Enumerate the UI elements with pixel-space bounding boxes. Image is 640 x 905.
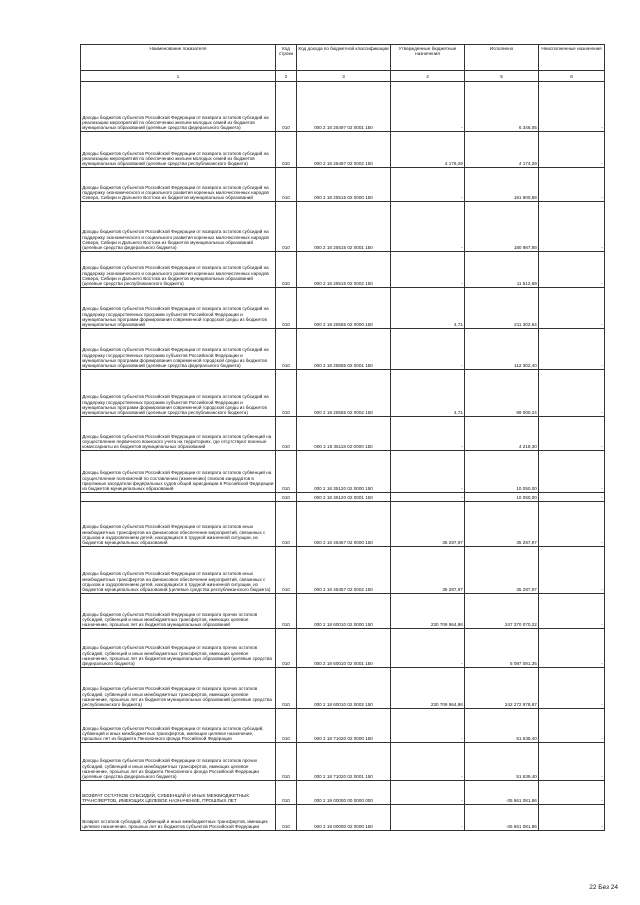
row-approved: - [391, 629, 465, 668]
row-approved: - [391, 781, 465, 805]
row-income-code: 000 2 18 25515 02 0000 150 [297, 168, 391, 202]
row-approved: - [391, 82, 465, 132]
table-row [81, 629, 605, 668]
row-approved: - [391, 202, 465, 252]
row-remaining: - [539, 202, 605, 252]
row-executed: -35 661 081,86 [465, 781, 539, 805]
row-remaining: - [539, 417, 605, 451]
row-line-code: 010 [276, 709, 297, 743]
row-line-code: 010 [276, 781, 297, 805]
table-row [81, 805, 605, 831]
row-line-code: 010 [276, 493, 297, 502]
table-row [81, 132, 605, 168]
row-executed: 242 272 978,87 [465, 668, 539, 709]
row-remaining: - [539, 329, 605, 370]
row-line-code: 010 [276, 329, 297, 370]
row-executed: 4 218,30 [465, 417, 539, 451]
row-income-code: 000 2 18 45457 02 0000 150 [297, 502, 391, 547]
row-income-code: 000 2 19 00000 00 0000 000 [297, 781, 391, 805]
row-approved: 35 287,97 [391, 547, 465, 594]
row-approved: - [391, 252, 465, 288]
row-remaining: - [539, 82, 605, 132]
row-name: Возврат остатков субсидий, субвенций и иных межбюджетных трансфертов, имеющих целевое назначение, прошлых лет из бюджетов субъектов Российской Федерации [81, 805, 276, 831]
row-line-code: 010 [276, 370, 297, 417]
row-remaining: - [539, 629, 605, 668]
row-executed: 35 287,97 [465, 547, 539, 594]
row-income-code: 000 2 18 60010 02 0002 150 [297, 668, 391, 709]
row-approved: 4,71 [391, 288, 465, 329]
row-executed: 10 050,00 [465, 493, 539, 502]
row-remaining: - [539, 547, 605, 594]
row-approved: 35 287,97 [391, 502, 465, 547]
budget-report-table [80, 44, 605, 831]
row-income-code: 000 2 18 35120 02 0001 150 [297, 493, 391, 502]
row-name [81, 493, 276, 502]
row-income-code: 000 2 18 25515 02 0002 150 [297, 252, 391, 288]
row-line-code: 010 [276, 168, 297, 202]
row-name: Доходы бюджетов субъектов Российской Федерации от возврата остатков субсидий на поддержку государственных программ субъектов Российской Федерации и муниципальных программ формирования современной городской среды из бюджетов муниципальных образований [81, 288, 276, 329]
row-name: Доходы бюджетов субъектов Российской Федерации от возврата остатков иных межбюджетных трансфертов на финансовое обеспечение мероприятий, связанных с отдыхом и оздоровлением детей, находящихся в трудной жизненной ситуации, из бюджетов муниципальных образований [81, 502, 276, 547]
row-line-code: 010 [276, 417, 297, 451]
row-name: Доходы бюджетов субъектов Российской Федерации от возврата остатков субсидий на поддержку государственных программ субъектов Российской Федерации и муниципальных программ формирования современной городской среды из бюджетов муниципальных образований (целевые средства федерального бюджета) [81, 329, 276, 370]
row-line-code: 010 [276, 202, 297, 252]
row-remaining: - [539, 252, 605, 288]
row-name: Доходы бюджетов субъектов Российской Федерации от возврата остатков субсидий на реализацию мероприятий по обеспечению жильем молодых семей из бюджетов муниципальных образований (целевые средства федерального бюджета) [81, 82, 276, 132]
table-row [81, 288, 605, 329]
header-income-code: Код дохода по бюджетной классификации [297, 45, 391, 71]
column-number-row [81, 71, 605, 82]
row-name: Доходы бюджетов субъектов Российской Федерации от возврата остатков субсидий, субвенций и иных межбюджетных трансфертов, имеющих целевое назначение, прошлых лет из бюджета Пенсионного фонда Российской Федерации [81, 709, 276, 743]
row-name: Доходы бюджетов субъектов Российской Федерации от возврата прочих остатков субсидий, субвенций и иных межбюджетных трансфертов, имеющих целевое назначение, прошлых лет из бюджетов муниципальных образований [81, 594, 276, 629]
row-approved: - [391, 805, 465, 831]
row-approved: - [391, 417, 465, 451]
row-name: Доходы бюджетов субъектов Российской Федерации от возврата остатков субсидий на поддержку государственных программ субъектов Российской Федерации и муниципальных программ формирования современной городской среды из бюджетов муниципальных образований (целевые средства республиканского бюджета) [81, 370, 276, 417]
table-row [81, 451, 605, 493]
column-number: 5 [465, 71, 539, 82]
row-line-code: 010 [276, 502, 297, 547]
row-executed: 99 000,24 [465, 370, 539, 417]
row-income-code: 000 2 18 25555 02 0002 150 [297, 370, 391, 417]
row-line-code: 010 [276, 743, 297, 781]
row-executed: 35 287,97 [465, 502, 539, 547]
row-name: Доходы бюджетов субъектов Российской Федерации от возврата остатков субсидий на поддержку экономического и социального развития коренных малочисленных народов Севера, Сибири и Дальнего Востока из бюджетов муниципальных образований (целевые средства республиканского бюджета) [81, 252, 276, 288]
row-line-code: 010 [276, 668, 297, 709]
row-line-code: 010 [276, 805, 297, 831]
row-line-code: 010 [276, 451, 297, 493]
row-remaining: - [539, 502, 605, 547]
table-row [81, 329, 605, 370]
page-number: 22 Без 24 [589, 884, 618, 891]
header-name: Наименование показателя [81, 45, 276, 71]
row-executed: 4 174,29 [465, 132, 539, 168]
row-approved: - [391, 451, 465, 493]
row-name: Доходы бюджетов субъектов Российской Федерации от возврата остатков иных межбюджетных трансфертов на финансовое обеспечение мероприятий, связанных с отдыхом и оздоровлением детей, находящихся в трудной жизненной ситуации, из бюджетов муниципальных образований (целевые средства республиканского бюджета) [81, 547, 276, 594]
row-name: Доходы бюджетов субъектов Российской Федерации от возврата остатков субсидий на поддержку экономического и социального развития коренных малочисленных народов Севера, Сибири и Дальнего Востока из бюджетов муниципальных образований [81, 168, 276, 202]
row-approved: - [391, 329, 465, 370]
table-row [81, 168, 605, 202]
row-name: Доходы бюджетов субъектов Российской Федерации от возврата прочих остатков субсидий, субвенций и иных межбюджетных трансфертов, имеющих целевое назначение, прошлых лет из бюджетов муниципальных образований (целевые средства федерального бюджета) [81, 629, 276, 668]
table-body [81, 82, 605, 831]
row-executed: 11 512,69 [465, 252, 539, 288]
row-remaining: - [539, 709, 605, 743]
table-row [81, 252, 605, 288]
column-number: 6 [539, 71, 605, 82]
header-executed: Исполнено [465, 45, 539, 71]
row-remaining: - [539, 451, 605, 493]
table-row [81, 370, 605, 417]
row-name: Доходы бюджетов субъектов Российской Федерации от возврата остатков прочих субсидий, субвенций и иных межбюджетных трансфертов, имеющих целевое назначение, прошлых лет из бюджета Пенсионного фонда Российской Федерации (целевые средства федерального бюджета) [81, 743, 276, 781]
row-executed: -35 661 081,86 [465, 805, 539, 831]
row-remaining: - [539, 493, 605, 502]
row-approved: - [391, 709, 465, 743]
table-row [81, 743, 605, 781]
row-approved: - [391, 743, 465, 781]
row-approved: - [391, 168, 465, 202]
row-approved: 230 709 964,86 [391, 594, 465, 629]
table-row [81, 202, 605, 252]
row-income-code: 000 2 18 71020 02 0001 150 [297, 743, 391, 781]
column-number: 2 [276, 71, 297, 82]
table-row [81, 502, 605, 547]
row-remaining: - [539, 805, 605, 831]
row-line-code: 010 [276, 629, 297, 668]
row-line-code: 010 [276, 547, 297, 594]
row-income-code: 000 2 18 35120 02 0000 150 [297, 451, 391, 493]
row-line-code: 010 [276, 252, 297, 288]
row-executed: 180 987,89 [465, 202, 539, 252]
row-approved: 4 176,29 [391, 132, 465, 168]
row-remaining: - [539, 781, 605, 805]
row-income-code: 000 2 18 35118 02 0000 150 [297, 417, 391, 451]
row-remaining: - [539, 288, 605, 329]
row-line-code: 010 [276, 82, 297, 132]
row-income-code: 000 2 18 60010 02 0001 150 [297, 629, 391, 668]
row-name: Доходы бюджетов субъектов Российской Федерации от возврата остатков субсидий на реализацию мероприятий по обеспечению жильем молодых семей из бюджетов муниципальных образований (целевые средства республиканского бюджета) [81, 132, 276, 168]
row-executed: 191 800,58 [465, 168, 539, 202]
row-name: Доходы бюджетов субъектов Российской Федерации от возврата остатков субсидий на поддержку экономического и социального развития коренных малочисленных народов Севера, Сибири и Дальнего Востока из бюджетов муниципальных образований (целевые средства федерального бюджета) [81, 202, 276, 252]
row-name: Доходы бюджетов субъектов Российской Федерации от возврата остатков субвенций на осуществление полномочий по составлению (изменению) списков кандидатов в присяжные заседатели федеральных судов общей юрисдикции в Российской Федерации из бюджетов муниципальных образований [81, 451, 276, 493]
table-header [81, 45, 605, 82]
row-executed: 51 639,40 [465, 709, 539, 743]
table-row [81, 709, 605, 743]
row-executed: 51 639,40 [465, 743, 539, 781]
row-remaining: - [539, 132, 605, 168]
row-approved: 4,71 [391, 370, 465, 417]
row-executed: 10 050,00 [465, 451, 539, 493]
row-remaining: - [539, 168, 605, 202]
row-approved: 230 709 964,86 [391, 668, 465, 709]
row-income-code: 000 2 18 25555 02 0001 150 [297, 329, 391, 370]
row-name: Доходы бюджетов субъектов Российской Федерации от возврата остатков субвенций на осуществление первичного воинского учета на территориях, где отсутствуют военные комиссариаты из бюджетов муниципальных образований [81, 417, 276, 451]
row-remaining: - [539, 370, 605, 417]
row-remaining: - [539, 668, 605, 709]
row-income-code: 000 2 18 71020 02 0000 150 [297, 709, 391, 743]
row-executed: 6 346,05 [465, 82, 539, 132]
row-remaining: - [539, 743, 605, 781]
column-number: 3 [297, 71, 391, 82]
row-income-code: 000 2 19 00000 02 0000 150 [297, 805, 391, 831]
row-income-code: 000 2 18 25497 02 0001 150 [297, 82, 391, 132]
column-number: 4 [391, 71, 465, 82]
row-income-code: 000 2 18 60010 02 0000 150 [297, 594, 391, 629]
header-approved: Утвержденные бюджетные назначения [391, 45, 465, 71]
row-name: Доходы бюджетов субъектов Российской Федерации от возврата прочих остатков субсидий, субвенций и иных межбюджетных трансфертов, имеющих целевое назначение, прошлых лет из бюджетов муниципальных образований (целевые средства республиканского бюджета) [81, 668, 276, 709]
table-row [81, 547, 605, 594]
table-row [81, 82, 605, 132]
row-executed: 112 302,40 [465, 329, 539, 370]
table-row [81, 781, 605, 805]
table-row [81, 668, 605, 709]
row-line-code: 010 [276, 288, 297, 329]
row-income-code: 000 2 18 25497 02 0002 150 [297, 132, 391, 168]
header-remaining: Неисполненные назначения [539, 45, 605, 71]
row-name: ВОЗВРАТ ОСТАТКОВ СУБСИДИЙ, СУБВЕНЦИЙ И ИНЫХ МЕЖБЮДЖЕТНЫХ ТРАНСФЕРТОВ, ИМЕЮЩИХ ЦЕЛЕВОЕ НАЗНАЧЕНИЕ, ПРОШЛЫХ ЛЕТ [81, 781, 276, 805]
row-approved: - [391, 493, 465, 502]
row-line-code: 010 [276, 132, 297, 168]
row-income-code: 000 2 18 25555 02 0000 150 [297, 288, 391, 329]
row-executed: 5 097 091,35 [465, 629, 539, 668]
row-executed: 247 370 070,22 [465, 594, 539, 629]
table-row [81, 493, 605, 502]
row-income-code: 000 2 18 25515 02 0001 150 [297, 202, 391, 252]
row-line-code: 010 [276, 594, 297, 629]
row-remaining: - [539, 594, 605, 629]
header-line-code: Код строки [276, 45, 297, 71]
column-number: 1 [81, 71, 276, 82]
table-row [81, 417, 605, 451]
table-row [81, 594, 605, 629]
row-executed: 211 302,64 [465, 288, 539, 329]
row-income-code: 000 2 18 45457 02 0002 150 [297, 547, 391, 594]
